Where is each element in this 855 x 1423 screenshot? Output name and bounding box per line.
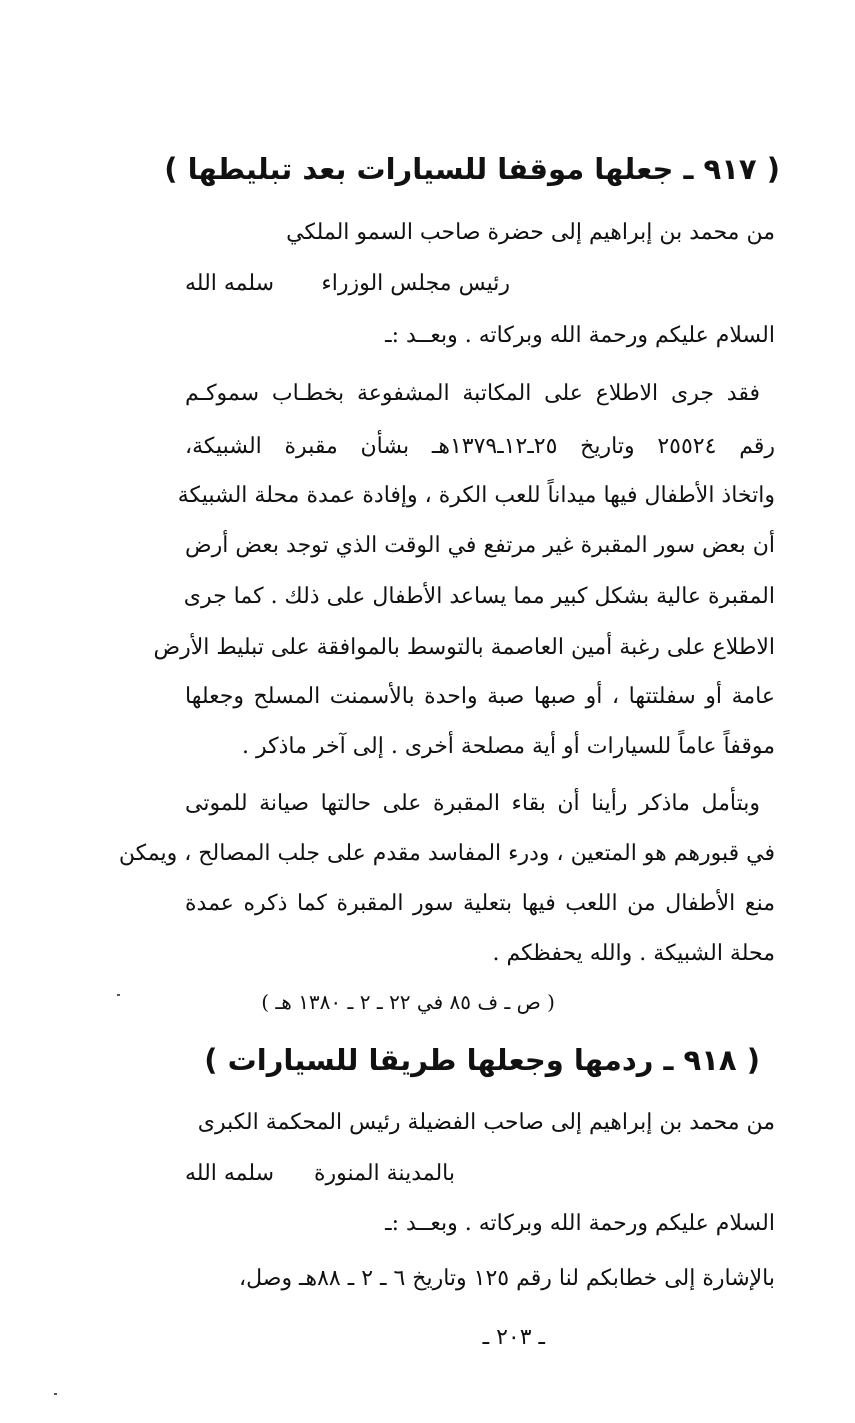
paragraph-line: أن بعض سور المقبرة غير مرتفع في الوقت الذي توجد بعض أرض (185, 533, 775, 558)
section-918-title: ( ٩١٨ ـ ردمها وجعلها طريقا للسيارات ) (204, 1043, 760, 1077)
paragraph-line: محلة الشبيكة . والله يحفظكم . (492, 941, 775, 966)
page-number: ـ ٢٠٣ ـ (482, 1325, 545, 1350)
paragraph-line: عامة أو سفلتتها ، أو صبها صبة واحدة بالأسمنت المسلح وجعلها (185, 684, 775, 709)
paragraph-line: فقد جرى الاطلاع على المكاتبة المشفوعة بخطـاب سموكـم (185, 381, 760, 406)
section-917-from-line: من محمد بن إبراهيم إلى حضرة صاحب السمو الملكي (286, 220, 775, 245)
section-918-blessing: سلمه الله (185, 1161, 275, 1186)
section-917-addressee: رئيس مجلس الوزراء (321, 271, 510, 296)
paragraph-line: رقم ٢٥٥٢٤ وتاريخ ٢٥ـ١٢ـ١٣٧٩هـ بشأن مقبرة الشبيكة، (185, 434, 775, 459)
paragraph-line: في قبورهم هو المتعين ، ودرء المفاسد مقدم على جلب المصالح ، ويمكن (118, 841, 775, 866)
scan-speck (54, 1393, 57, 1395)
paragraph-line: منع الأطفال من اللعب فيها بتعلية سور المقبرة كما ذكره عمدة (185, 891, 775, 916)
section-918-first-line: بالإشارة إلى خطابكم لنا رقم ١٢٥ وتاريخ ٦ ـ ٢ ـ ٨٨هـ وصل، (239, 1266, 775, 1291)
paragraph-line: المقبرة عالية بشكل كبير مما يساعد الأطفال على ذلك . كما جرى (183, 584, 775, 609)
section-917-greeting: السلام عليكم ورحمة الله وبركاته . وبعــد :ـ (385, 323, 775, 348)
section-917-title: ( ٩١٧ ـ جعلها موقفا للسيارات بعد تبليطها ) (164, 152, 780, 186)
scan-speck (117, 994, 120, 996)
paragraph-line: موقفاً عاماً للسيارات أو أية مصلحة أخرى . إلى آخر ماذكر . (241, 734, 775, 759)
paragraph-line: الاطلاع على رغبة أمين العاصمة بالتوسط بالموافقة على تبليط الأرض (153, 635, 775, 660)
paragraph-line: واتخاذ الأطفال فيها ميداناً للعب الكرة ، وإفادة عمدة محلة الشبيكة (177, 483, 775, 508)
section-917-blessing: سلمه الله (185, 271, 275, 296)
section-918-from-line: من محمد بن إبراهيم إلى صاحب الفضيلة رئيس المحكمة الكبرى (197, 1110, 775, 1135)
section-918-addressee: بالمدينة المنورة (313, 1161, 455, 1186)
section-917-reference: ( ص ـ ف ٨٥ في ٢٢ ـ ٢ ـ ١٣٨٠ هـ ) (261, 990, 555, 1014)
paragraph-line: وبتأمل ماذكر رأينا أن بقاء المقبرة على حالتها صيانة للموتى (185, 791, 760, 816)
section-918-greeting: السلام عليكم ورحمة الله وبركاته . وبعــد :ـ (385, 1211, 775, 1236)
